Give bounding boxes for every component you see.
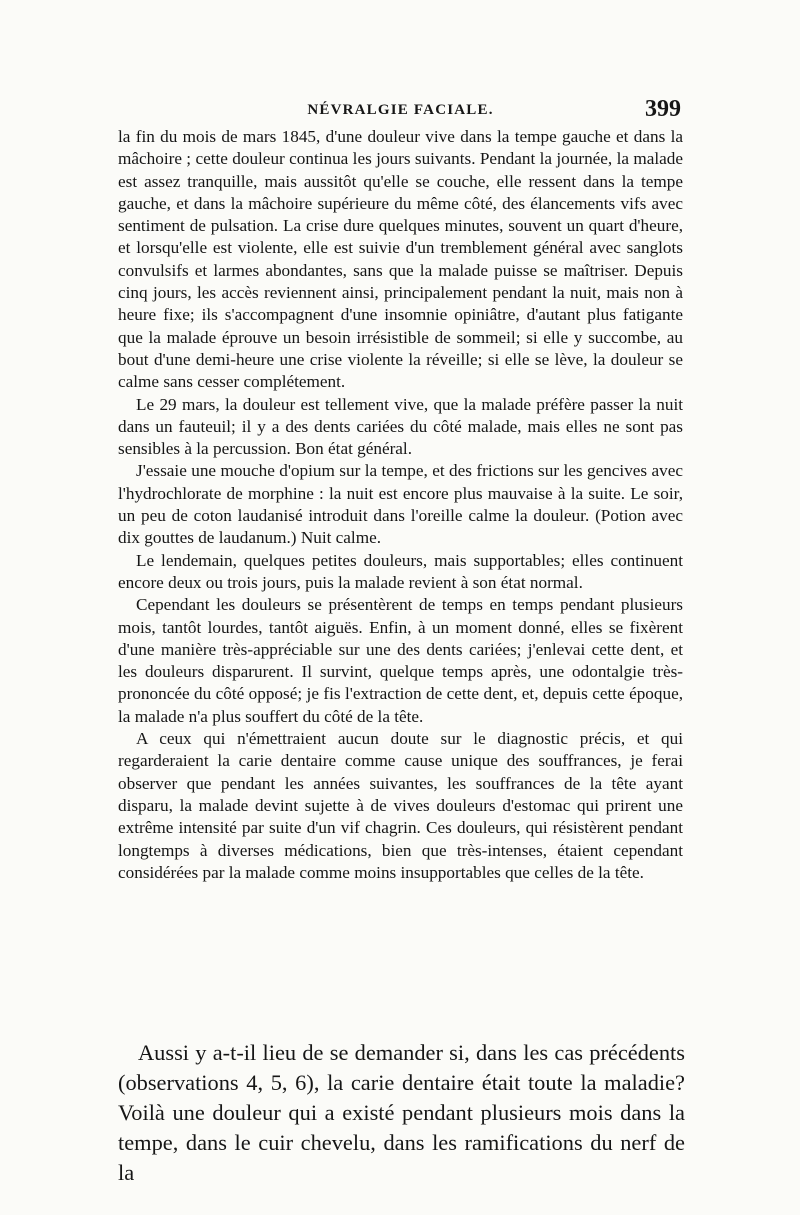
large-type-text: [118, 1038, 685, 1188]
paragraph-6: A ceux qui n'émettraient aucun doute sur le diagnostic précis, et qui regarderaient la carie dentaire comme cause unique des souffrances, je ferai observer que pendant les années suivantes, les souffrances de la tête ayant disparu, la malade devint sujette à de vives douleurs d'estomac qui prirent une extrême intensité par suite d'un vif chagrin. Ces douleurs, qui résistèrent pendant longtemps à diverses médications, bien que très-intenses, étaient cependant considérées par la malade comme moins insupportables que celles de la tête.: [118, 729, 683, 882]
paragraph-3: J'essaie une mouche d'opium sur la tempe, et des frictions sur les gencives avec l'hydrochlorate de morphine : la nuit est encore plus mauvaise à la suite. Le soir, un peu de coton laudanisé introduit dans l'oreille calme la douleur. (Potion avec dix gouttes de laudanum.) Nuit calme.: [118, 461, 683, 548]
paragraph-2: Le 29 mars, la douleur est tellement vive, que la malade préfère passer la nuit dans un fauteuil; il y a des dents cariées du côté malade, mais elles ne sont pas sensibles à la percussion. Bon état général.: [118, 394, 683, 459]
paragraph-1: la fin du mois de mars 1845, d'une douleur vive dans la tempe gauche et dans la mâchoire ; cette douleur continua les jours suivants. Pendant la journée, la malade est assez tranquille, mais aussitôt qu'elle se couche, elle ressent dans la tempe gauche, et dans la mâchoire supérieure du même côté, des élancements vifs avec sentiment de pulsation. La crise dure quelques minutes, souvent un quart d'heure, et lorsqu'elle est violente, elle est suivie d'un tremblement général avec sanglots convulsifs et larmes abondantes, sans que la malade puisse se maîtriser. Depuis cinq jours, les accès reviennent ainsi, principalement pendant la nuit, mais non à heure fixe; ils s'accompagnent d'une insomnie opiniâtre, d'autant plus fatigante que la malade éprouve un besoin irrésistible de sommeil; si elle y succombe, au bout d'une demi-heure une crise violente la réveille; si elle se lève, la douleur se calme sans cesser complétement.: [118, 127, 683, 392]
paragraph-5: Cependant les douleurs se présentèrent de temps en temps pendant plusieurs mois, tantôt lourdes, tantôt aiguës. Enfin, à un moment donné, elles se fixèrent d'une manière très-appréciable sur une des dents cariées; j'enlevai cette dent, et les douleurs disparurent. Il survint, quelque temps après, une odontalgie très-prononcée du côté opposé; je fis l'extraction de cette dent, et, depuis cette époque, la malade n'a plus souffert du côté de la tête.: [118, 595, 683, 726]
page-header: [118, 96, 683, 128]
page-number: 399: [645, 96, 681, 122]
running-title: NÉVRALGIE FACIALE.: [307, 102, 494, 118]
paragraph-4: Le lendemain, quelques petites douleurs, mais supportables; elles continuent encore deux ou trois jours, puis la malade revient à son état normal.: [118, 550, 683, 592]
paragraph-7: Aussi y a-t-il lieu de se demander si, dans les cas précédents (observations 4, 5, 6), la carie dentaire était toute la maladie? Voilà une douleur qui a existé pendant plusieurs mois dans la tempe, dans le cuir chevelu, dans les ramifications du nerf de la: [118, 1040, 685, 1185]
main-text: [118, 126, 683, 884]
